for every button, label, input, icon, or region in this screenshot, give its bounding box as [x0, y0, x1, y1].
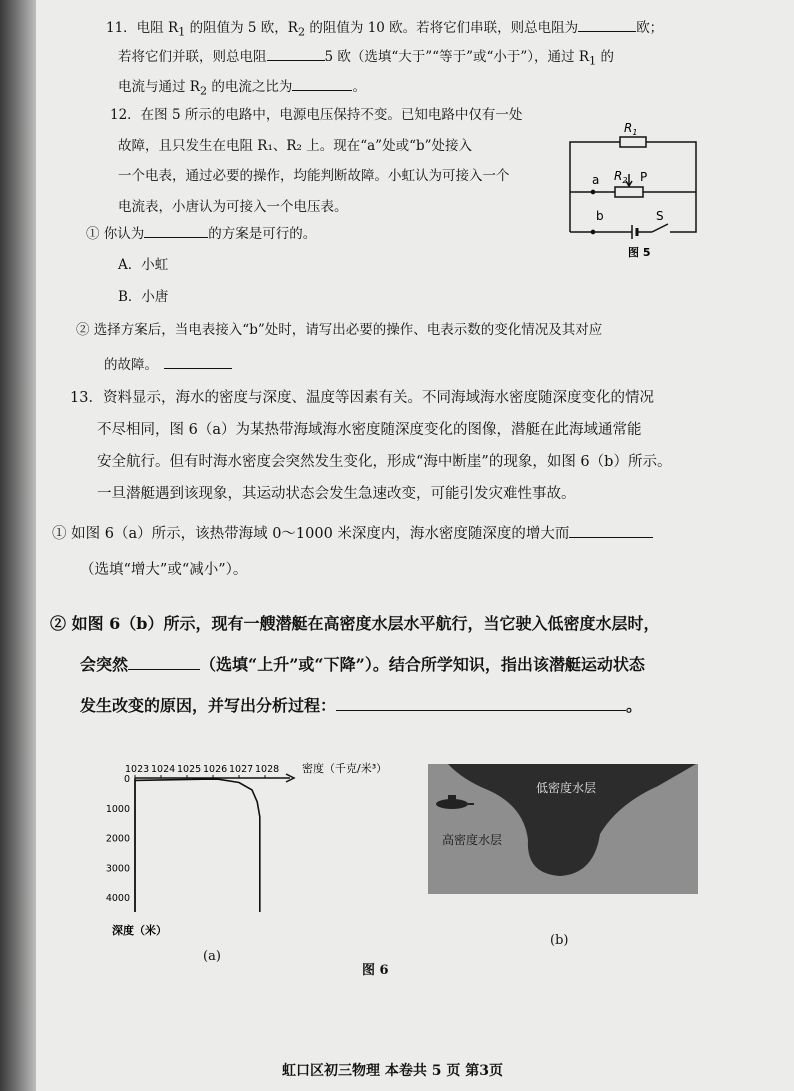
- q11-line1: 11．电阻 $R_1$ 的阻值为 5 欧，$R_2$ 的阻值为 10 欧。若将它们串联，则总电阻为 欧；: [106, 17, 663, 42]
- q12-sub2-line2: 的故障。: [104, 354, 232, 374]
- density-depth-curve: [135, 779, 260, 912]
- fig5-p-label: P: [640, 170, 648, 184]
- q12-line2: 故障，且只发生在电阻 R₁、R₂ 上。现在“a”处或“b”处接入: [118, 138, 473, 154]
- q12-sub2-line1: ② 选择方案后，当电表接入“b”处时，请写出必要的操作、电表示数的变化情况及其对应: [76, 322, 603, 338]
- y-tick-label: 3000: [105, 863, 130, 875]
- x-tick-label: 1026: [203, 764, 228, 775]
- q12-line1: 12．在图 5 所示的电路中，电源电压保持不变。已知电路中仅有一处: [110, 107, 523, 123]
- fig5-r2-label: $R_2$: [614, 169, 628, 185]
- fig5-r1-label: $R_1$: [624, 121, 638, 137]
- q12-sub1: ① 你认为 的方案是可行的。: [86, 223, 316, 243]
- q12-option-b: B．小唐: [118, 289, 169, 305]
- x-tick-label: 1023: [125, 764, 150, 775]
- fig6a-label: (a): [203, 949, 221, 964]
- q13-para-line4: 一旦潜艇遇到该现象，其运动状态会发生急速改变，可能引发灾难性事故。: [97, 486, 576, 502]
- figure-6a-density-chart: [90, 752, 388, 948]
- q13-sub1-line1: ① 如图 6（a）所示，该热带海域 0～1000 米深度内，海水密度随深度的增大而: [52, 523, 653, 544]
- q13-sub2-line2: 会突然 （选填“上升”或“下降”）。结合所学知识，指出该潜艇运动状态: [80, 655, 645, 674]
- q13-para-line3: 安全航行。但有时海水密度会突然发生变化，形成“海中断崖”的现象，如图 6（b）所示。: [97, 454, 672, 470]
- q13-sub2-line1: ② 如图 6（b）所示，现有一艘潜艇在高密度水层水平航行，当它驶入低密度水层时，: [50, 614, 660, 633]
- chart-x-axis-label: 密度（千克/米³）: [302, 762, 388, 775]
- y-tick-label: 0: [123, 774, 130, 785]
- q11-line3: 电流与通过 $R_2$ 的电流之比为 。: [118, 76, 366, 101]
- q13-para-line2: 不尽相同，图 6（a）为某热带海域海水密度随深度变化的图像，潜艇在此海域通常能: [97, 422, 642, 438]
- fig5-s-label: S: [656, 209, 664, 223]
- q11-line2: 若将它们并联，则总电阻 5 欧（选填“大于”“等于”或“小于”），通过 $R_1$ 的: [118, 46, 614, 71]
- figure-5-circuit: [560, 112, 710, 262]
- q12-line3: 一个电表，通过必要的操作，均能判断故障。小虹认为可接入一个: [118, 168, 510, 184]
- high-density-layer-label: 高密度水层: [442, 833, 503, 847]
- q12-line4: 电流表，小唐认为可接入一个电压表。: [118, 199, 348, 215]
- x-tick-label: 1027: [229, 764, 254, 775]
- fig5-b-label: b: [596, 209, 604, 223]
- fig5-a-label: a: [592, 173, 600, 187]
- chart-y-axis-label: 深度（米）: [112, 924, 167, 937]
- q13-sub2-line3: 发生改变的原因，并写出分析过程： 。: [80, 696, 643, 715]
- q13-sub1-line2: （选填“增大”或“减小”）。: [80, 562, 248, 578]
- x-tick-label: 1028: [255, 764, 280, 775]
- fig5-caption: 图 5: [628, 246, 651, 259]
- q13-para-line1: 13．资料显示，海水的密度与深度、温度等因素有关。不同海域海水密度随深度变化的情况: [70, 390, 654, 406]
- y-tick-label: 4000: [105, 893, 130, 905]
- low-density-layer-label: 低密度水层: [536, 781, 597, 795]
- y-tick-label: 2000: [105, 833, 130, 845]
- fig6b-label: (b): [550, 933, 569, 948]
- figure-6b-sea-cliff: [428, 764, 698, 894]
- y-tick-label: 1000: [105, 803, 130, 815]
- x-tick-label: 1024: [151, 764, 176, 775]
- page-footer: 虹口区初三物理 本卷共 5 页 第3页: [282, 1063, 503, 1079]
- fig6-caption: 图 6: [362, 963, 389, 978]
- x-tick-label: 1025: [177, 764, 202, 775]
- q12-option-a: A．小虹: [118, 257, 169, 273]
